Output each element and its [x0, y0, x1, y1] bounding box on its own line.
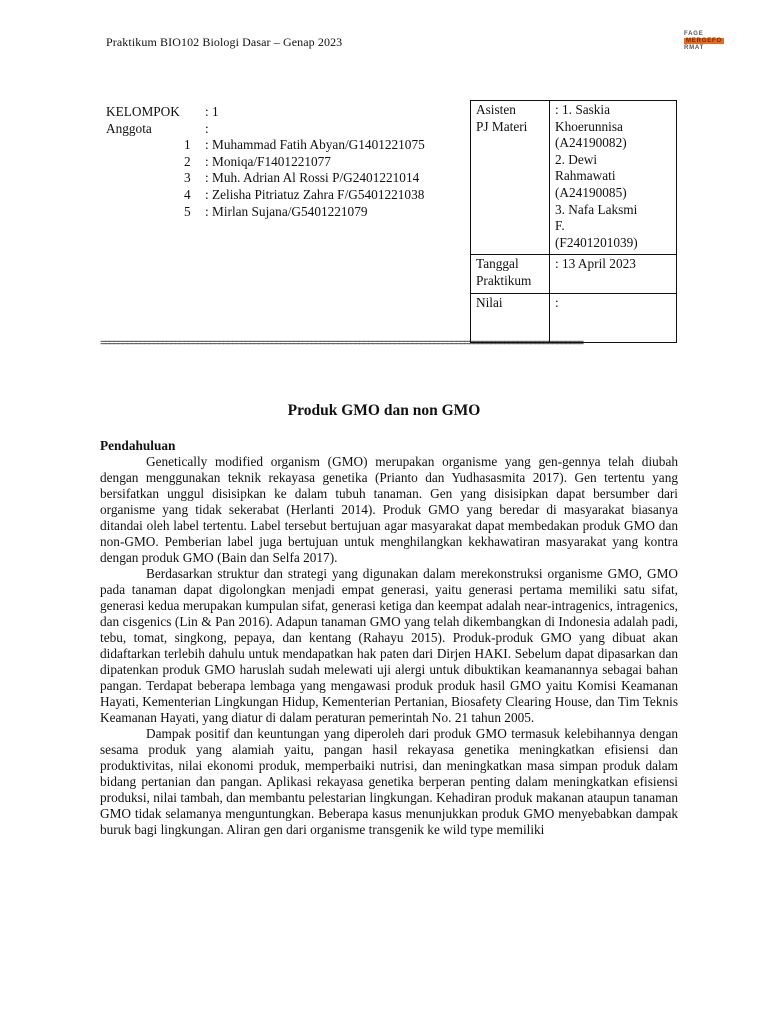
member-entry: : Mirlan Sujana/G5401221079 [205, 203, 368, 219]
institution-logo [676, 30, 738, 52]
separator-line: ============================================================================================================== [100, 338, 583, 350]
tanggal-value: : 13 April 2023 [550, 255, 677, 293]
member-entry: : Zelisha Pitriatuz Zahra F/G5401221038 [205, 186, 425, 202]
anggota-label: Anggota [106, 120, 152, 136]
member-entry: : Moniqa/F1401221077 [205, 153, 331, 169]
member-entry: : Muh. Adrian Al Rossi P/G2401221014 [205, 170, 420, 186]
paragraph: Genetically modified organism (GMO) merupakan organisme yang gen-gennya telah diubah dengan menggunakan teknik rekayasa genetika (Prianto dan Yudhasasmita 2017). Gen tertentu yang bersifatkan unggul disisipkan ke dalam tubuh tanaman. Gen yang disisipkan dapat bersumber dari organisme yang tidak sekerabat (Herlanti 2014). Produk GMO yang beredar di masyarakat biasanya ditandai oleh label tertentu. Label tersebut bertujuan agar masyarakat dapat membedakan produk GMO dan non-GMO. Pemberian label juga bertujuan untuk menghilangkan kekhawatiran masyarakat yang kontra dengan produk GMO (Bain dan Selfa 2017). [100, 454, 678, 565]
asisten-label: Asisten PJ Materi [471, 101, 550, 255]
anggota-value: : [205, 120, 209, 136]
member-number: 2 [184, 153, 191, 169]
member-number: 1 [184, 137, 191, 153]
logo-line-3: RMAT [684, 45, 705, 51]
kelompok-value: : 1 [205, 104, 219, 119]
logo-line-1: FAGE [684, 31, 704, 37]
kelompok-label: KELOMPOK [106, 104, 180, 119]
page-header-title: Praktikum BIO102 Biologi Dasar – Genap 2023 [106, 35, 343, 49]
pendahuluan-section [100, 438, 678, 838]
nilai-value: : [550, 293, 677, 342]
tanggal-row [471, 255, 677, 293]
tanggal-label: Tanggal Praktikum [471, 255, 550, 293]
nilai-row [471, 293, 677, 342]
assistant-info-table [470, 100, 677, 343]
member-number: 5 [184, 203, 191, 219]
member-number: 4 [184, 186, 191, 202]
asisten-row [471, 101, 677, 255]
document-title: Produk GMO dan non GMO [287, 402, 481, 419]
paragraph: Dampak positif dan keuntungan yang diperoleh dari produk GMO termasuk kelebihannya dengan sesama produk yang alamiah yaitu, pangan hasil rekayasa genetika meningkatkan efisiensi dan produktivitas, nilai ekonomi produk, memperbaiki nutrisi, dan meningkatkan masa simpan produk dalam bidang pertanian dan pangan. Aplikasi rekayasa genetika berperan penting dalam meningkatkan efisiensi produksi, nilai tambah, dan membantu pelestarian lingkungan. Kehadiran produk makanan ataupun tanaman GMO tidak selamanya menguntungkan. Beberapa kasus menunjukkan produk GMO menyebabkan dampak buruk bagi lingkungan. Aliran gen dari organisme transgenik ke wild type memiliki [100, 726, 678, 837]
nilai-label: Nilai [471, 293, 550, 342]
paragraph: Berdasarkan struktur dan strategi yang digunakan dalam merekonstruksi organisme GMO, GMO pada tanaman dapat digolongkan menjadi empat generasi, yaitu generasi pertama memiliki satu sifat, generasi kedua merupakan kumpulan sifat, generasi ketiga dan keempat adalah near-intragenics, intragenics, dan cisgenics (Lin & Pan 2016). Adapun tanaman GMO yang telah dikembangkan di Indonesia adalah padi, tebu, tomat, singkong, pepaya, dan kentang (Rahayu 2015). Produk-produk GMO yang dibuat akan didaftarkan terlebih dahulu untuk mendapatkan hak paten dari Dirjen HAKI. Sebelum dapat dipasarkan dan dipatenkan produk GMO haruslah sudah melewati uji alergi untuk dibuktikan keamanannya sebagai bahan pangan. Terdapat beberapa lembaga yang mengawasi produk produk hasil GMO yaitu Komisi Keamanan Hayati, Kementerian Lingkungan Hidup, Kementerian Pertanian, Biosafety Clearing House, dan Tim Teknis Keamanan Hayati, yang diatur di dalam peraturan pemerintah No. 21 tahun 2005. [100, 566, 678, 725]
asisten-value: : 1. Saskia Khoerunnisa (A24190082) 2. Dewi Rahmawati (A24190085) 3. Nafa Laksmi F. (F2401201039) [550, 101, 677, 255]
section-heading: Pendahuluan [100, 438, 176, 453]
logo-line-2: MERGEFO [686, 38, 722, 44]
member-entry: : Muhammad Fatih Abyan/G1401221075 [205, 137, 425, 153]
member-number: 3 [184, 170, 191, 186]
